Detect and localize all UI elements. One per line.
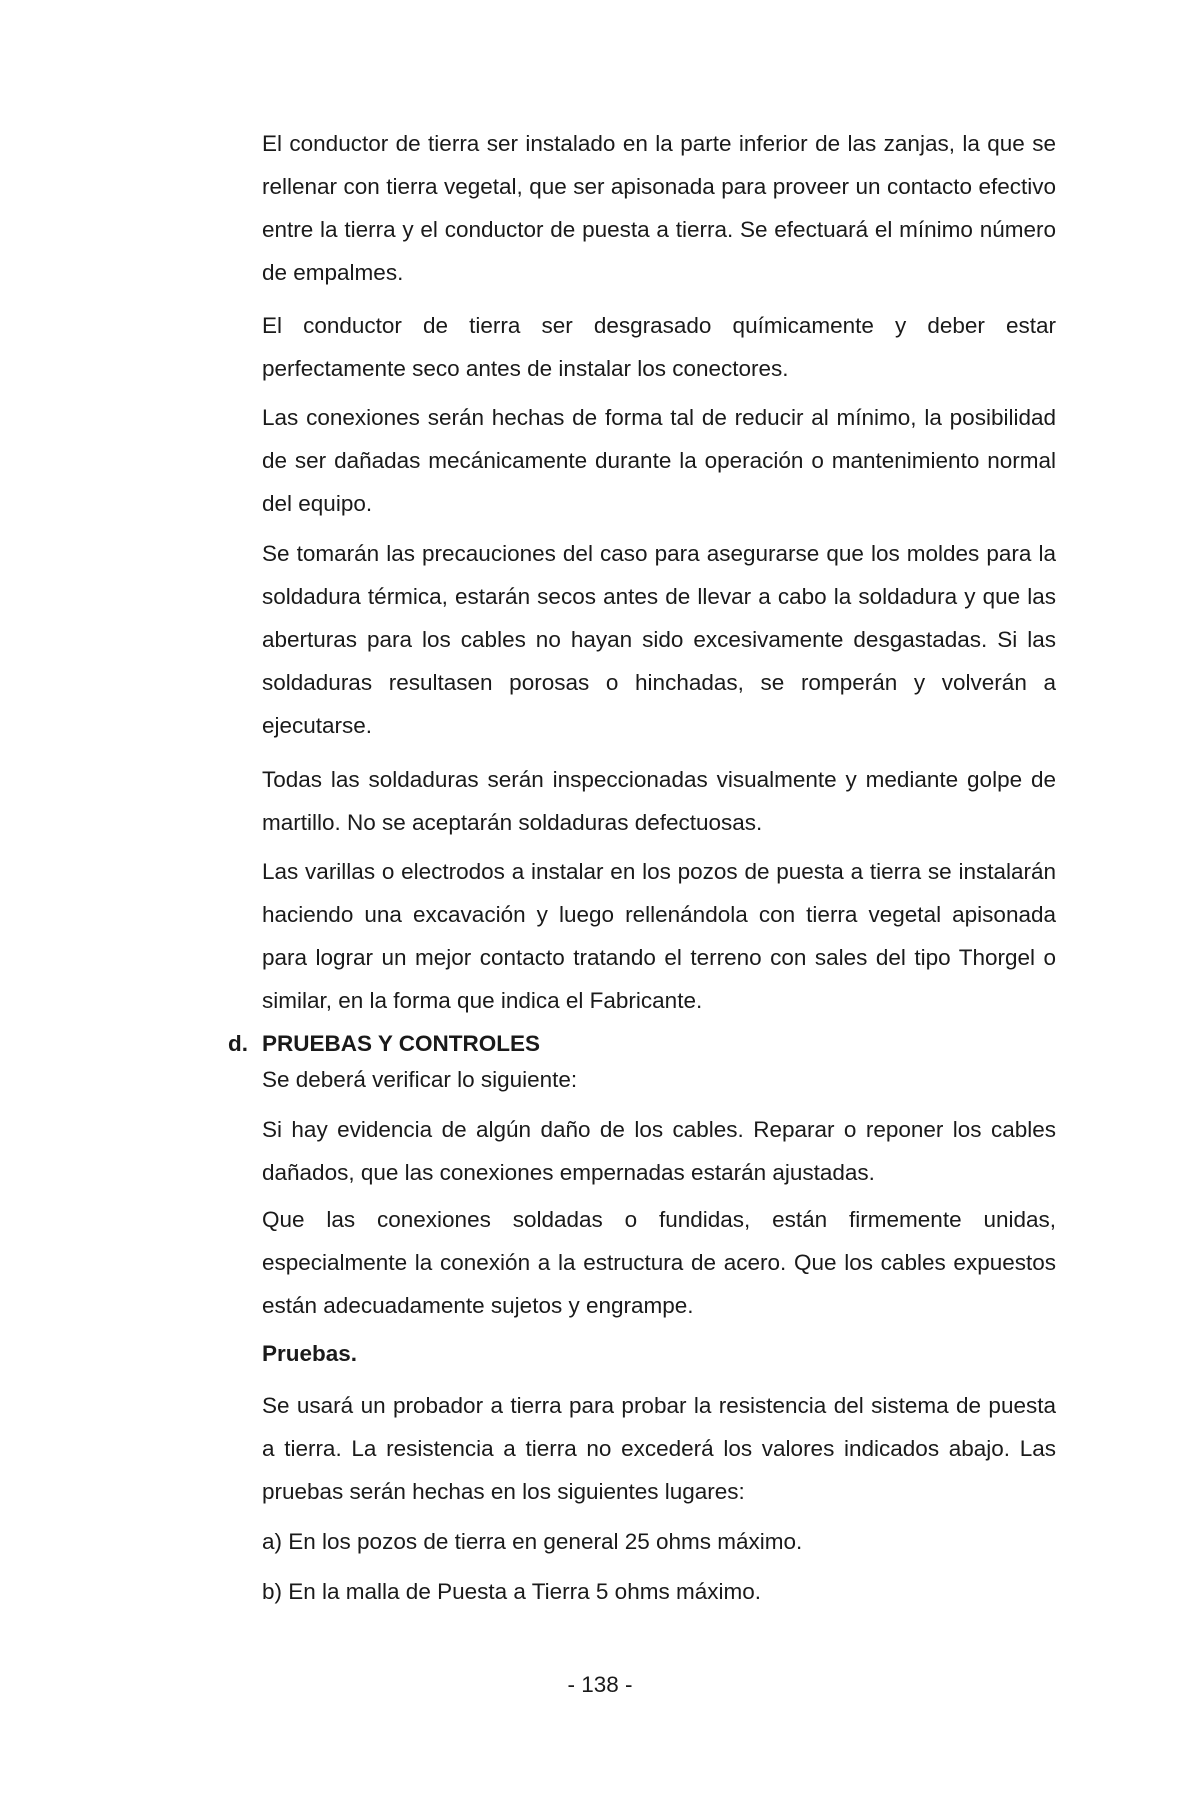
section-title: PRUEBAS Y CONTROLES bbox=[262, 1031, 540, 1056]
paragraph-thermal-welding-precautions: Se tomarán las precauciones del caso para asegurarse que los moldes para la soldadura térmica, estarán secos antes de llevar a cabo la soldadura y que las aberturas para los cables no hayan sido excesivamente desgastadas. Si las soldaduras resultasen porosas o hinchadas, se romperán y volverán a ejecutarse. bbox=[262, 541, 1056, 738]
section-marker: d. bbox=[228, 1031, 248, 1056]
check-welded-connections: Que las conexiones soldadas o fundidas, están firmemente unidas, especialmente la conexión a la estructura de acero. Que los cables expuestos están adecuadamente sujetos y engrampe. bbox=[262, 1207, 1056, 1318]
subheading-pruebas: Pruebas. bbox=[262, 1341, 358, 1366]
paragraph-connections: Las conexiones serán hechas de forma tal de reducir al mínimo, la posibilidad de ser dañadas mecánicamente durante la operación o mantenimiento normal del equipo. bbox=[262, 405, 1056, 516]
paragraph-ground-conductor-installation: El conductor de tierra ser instalado en la parte inferior de las zanjas, la que se rellenar con tierra vegetal, que ser apisonada para proveer un contacto efectivo entre la tierra y el conductor de puesta a tierra. Se efectuará el mínimo número de empalmes. bbox=[262, 131, 1056, 285]
paragraph-tests: Se usará un probador a tierra para probar la resistencia del sistema de puesta a tierra. La resistencia a tierra no excederá los valores indicados abajo. Las pruebas serán hechas en los siguientes lugares: bbox=[262, 1393, 1056, 1504]
list-item-a: a) En los pozos de tierra en general 25 ohms máximo. bbox=[262, 1529, 803, 1554]
list-item-b: b) En la malla de Puesta a Tierra 5 ohms máximo. bbox=[262, 1579, 761, 1604]
paragraph-weld-inspection: Todas las soldaduras serán inspeccionadas visualmente y mediante golpe de martillo. No se aceptarán soldaduras defectuosas. bbox=[262, 767, 1056, 835]
check-cable-damage: Si hay evidencia de algún daño de los cables. Reparar o reponer los cables dañados, que las conexiones empernadas estarán ajustadas. bbox=[262, 1117, 1056, 1185]
section-intro: Se deberá verificar lo siguiente: bbox=[262, 1067, 578, 1092]
page-number: - 138 - bbox=[567, 1672, 633, 1697]
paragraph-electrode-installation: Las varillas o electrodos a instalar en los pozos de puesta a tierra se instalarán haciendo una excavación y luego rellenándola con tierra vegetal apisonada para lograr un mejor contacto tratando el terreno con sales del tipo Thorgel o similar, en la forma que indica el Fabricante. bbox=[262, 859, 1056, 1013]
paragraph-conductor-degreasing: El conductor de tierra ser desgrasado químicamente y deber estar perfectamente seco antes de instalar los conectores. bbox=[262, 313, 1056, 381]
